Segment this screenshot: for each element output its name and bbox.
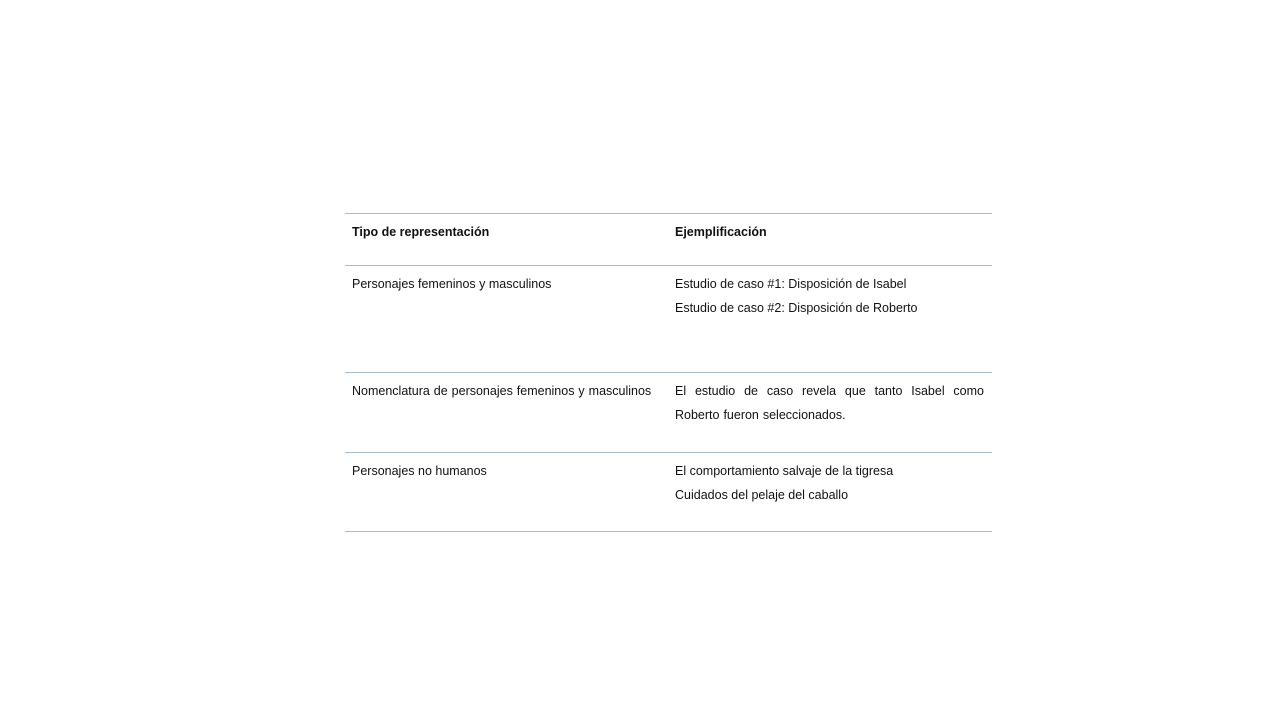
row-examples-cell [668,266,992,373]
row-examples-cell [668,373,992,453]
example-line: El comportamiento salvaje de la tigresa [675,464,894,478]
table-header-row [345,214,992,266]
header-examples: Ejemplificación [675,225,767,239]
table-row [345,453,992,532]
row-examples-cell [668,453,992,532]
row-type-cell: Nomenclatura de personajes femeninos y masculinos [352,384,652,398]
table-row [345,266,992,373]
row-type-cell: Personajes femeninos y masculinos [352,277,552,291]
example-line: El estudio de caso revela que tanto Isabel como Roberto fueron seleccionados. [675,384,984,422]
example-line: Cuidados del pelaje del caballo [675,488,849,502]
row-type-cell: Personajes no humanos [352,464,487,478]
example-line: Estudio de caso #2: Disposición de Roberto [675,301,918,315]
header-type: Tipo de representación [352,225,490,239]
table-row [345,373,992,453]
example-line: Estudio de caso #1: Disposición de Isabel [675,277,907,291]
representation-table [345,213,992,532]
